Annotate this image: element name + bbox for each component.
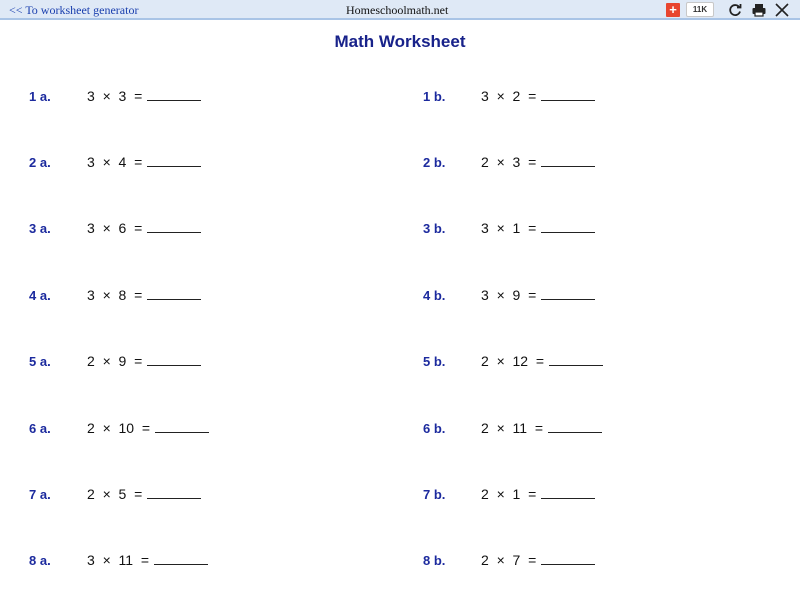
expression-text: 3 × 9 =: [481, 287, 537, 303]
expression-text: 2 × 7 =: [481, 552, 537, 568]
problem-expression: [481, 220, 595, 236]
problem-expression: [87, 154, 201, 170]
expression-text: 2 × 10 =: [87, 420, 151, 436]
back-to-generator-link[interactable]: << To worksheet generator: [9, 3, 139, 17]
problem-label: 2 a.: [29, 155, 51, 170]
answer-blank[interactable]: [541, 287, 595, 300]
expression-text: 2 × 1 =: [481, 486, 537, 502]
answer-blank[interactable]: [147, 220, 201, 233]
problem-label: 3 a.: [29, 221, 51, 236]
expression-text: 3 × 6 =: [87, 220, 143, 236]
problem-expression: [87, 220, 201, 236]
problem-expression: [87, 353, 201, 369]
top-toolbar: [0, 0, 800, 20]
answer-blank[interactable]: [155, 420, 209, 433]
answer-blank[interactable]: [147, 486, 201, 499]
problem-label: 8 a.: [29, 553, 51, 568]
share-count-badge: 11K: [686, 2, 714, 17]
problem-label: 8 b.: [423, 553, 446, 568]
problem-label: 4 a.: [29, 288, 51, 303]
answer-blank[interactable]: [541, 220, 595, 233]
close-icon[interactable]: [774, 2, 790, 18]
problem-label: 7 b.: [423, 487, 446, 502]
answer-blank[interactable]: [541, 552, 595, 565]
problem-label: 1 b.: [423, 89, 446, 104]
expression-text: 3 × 3 =: [87, 88, 143, 104]
expression-text: 3 × 8 =: [87, 287, 143, 303]
expression-text: 3 × 2 =: [481, 88, 537, 104]
answer-blank[interactable]: [541, 154, 595, 167]
problem-expression: [87, 88, 201, 104]
expression-text: 3 × 4 =: [87, 154, 143, 170]
problem-expression: [87, 486, 201, 502]
answer-blank[interactable]: [147, 154, 201, 167]
problem-expression: [481, 552, 595, 568]
answer-blank[interactable]: [541, 88, 595, 101]
expression-text: 2 × 3 =: [481, 154, 537, 170]
worksheet-title: Math Worksheet: [334, 32, 466, 51]
problem-expression: [87, 287, 201, 303]
site-name: Homeschoolmath.net: [346, 3, 449, 17]
problem-expression: [481, 88, 595, 104]
answer-blank[interactable]: [147, 88, 201, 101]
problem-label: 2 b.: [423, 155, 446, 170]
problem-label: 6 a.: [29, 421, 51, 436]
print-icon[interactable]: [751, 2, 767, 18]
expression-text: 2 × 11 =: [481, 420, 544, 436]
problem-label: 3 b.: [423, 221, 446, 236]
problem-label: 5 a.: [29, 354, 51, 369]
problem-expression: [481, 420, 602, 436]
answer-blank[interactable]: [147, 353, 201, 366]
problem-label: 5 b.: [423, 354, 446, 369]
refresh-icon[interactable]: [727, 2, 743, 18]
answer-blank[interactable]: [548, 420, 602, 433]
problem-label: 4 b.: [423, 288, 446, 303]
answer-blank[interactable]: [549, 353, 603, 366]
problem-expression: [481, 154, 595, 170]
answer-blank[interactable]: [541, 486, 595, 499]
answer-blank[interactable]: [154, 552, 208, 565]
problem-label: 7 a.: [29, 487, 51, 502]
plus-icon[interactable]: +: [666, 3, 680, 17]
expression-text: 2 × 12 =: [481, 353, 545, 369]
problem-expression: [481, 486, 595, 502]
problem-expression: [87, 420, 209, 436]
problem-expression: [87, 552, 208, 568]
expression-text: 3 × 1 =: [481, 220, 537, 236]
expression-text: 2 × 9 =: [87, 353, 143, 369]
problem-label: 1 a.: [29, 89, 51, 104]
expression-text: 2 × 5 =: [87, 486, 143, 502]
problem-label: 6 b.: [423, 421, 446, 436]
problem-expression: [481, 287, 595, 303]
answer-blank[interactable]: [147, 287, 201, 300]
problem-expression: [481, 353, 603, 369]
expression-text: 3 × 11 =: [87, 552, 150, 568]
